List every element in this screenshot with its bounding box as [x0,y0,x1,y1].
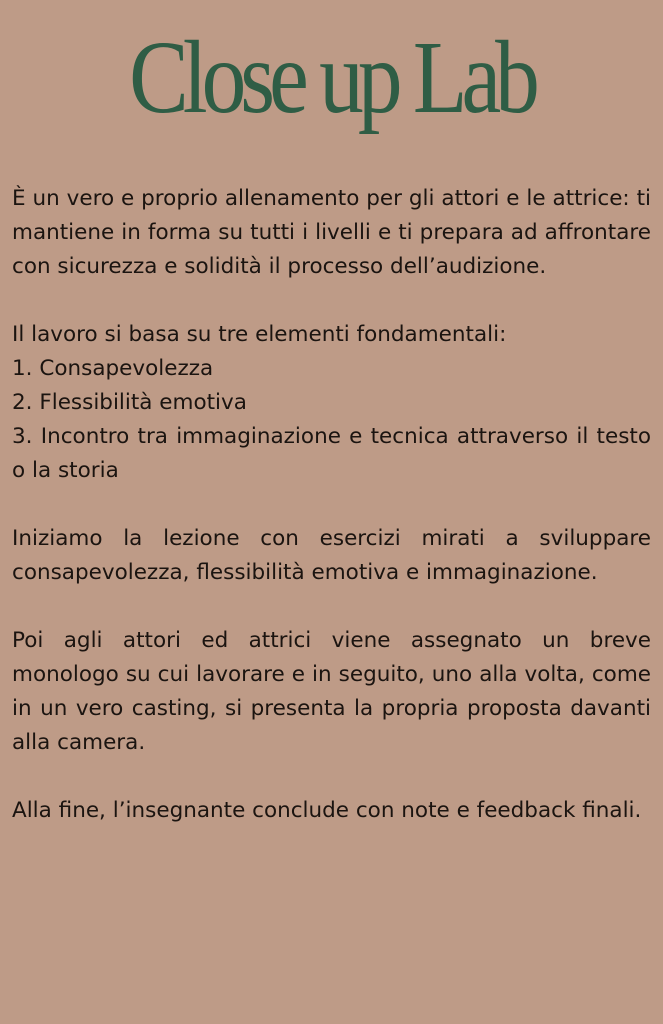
monologue-paragraph: Poi agli attori ed attrici viene assegnato un breve monologo su cui lavorare e in seguito, uno alla volta, come in un vero casting, si presenta la propria proposta davanti alla camera. [12,628,651,755]
intro-paragraph: È un vero e proprio allenamento per gli attori e le attrice: ti mantiene in forma su tutti i livelli e ti prepara ad affrontare con sicurezza e solidità il processo dell’audizione. [12,186,651,279]
elements-heading: Il lavoro si basa su tre elementi fondamentali: [12,322,507,347]
paragraph-spacer [12,590,651,624]
paragraph-spacer [12,284,651,318]
lesson-start-paragraph: Iniziamo la lezione con esercizi mirati a sviluppare consapevolezza, flessibilità emotiva e immaginazione. [12,526,651,585]
list-item: 3. Incontro tra immaginazione e tecnica attraverso il testo o la storia [12,424,651,483]
list-item: 1. Consapevolezza [12,356,214,381]
list-item: 2. Flessibilità emotiva [12,390,247,415]
paragraph-spacer [12,488,651,522]
ending-paragraph: Alla fine, l’insegnante conclude con note e feedback finali. [12,798,642,823]
page-title: Close up Lab [129,20,534,135]
paragraph-spacer [12,760,651,794]
body-text [12,182,651,828]
